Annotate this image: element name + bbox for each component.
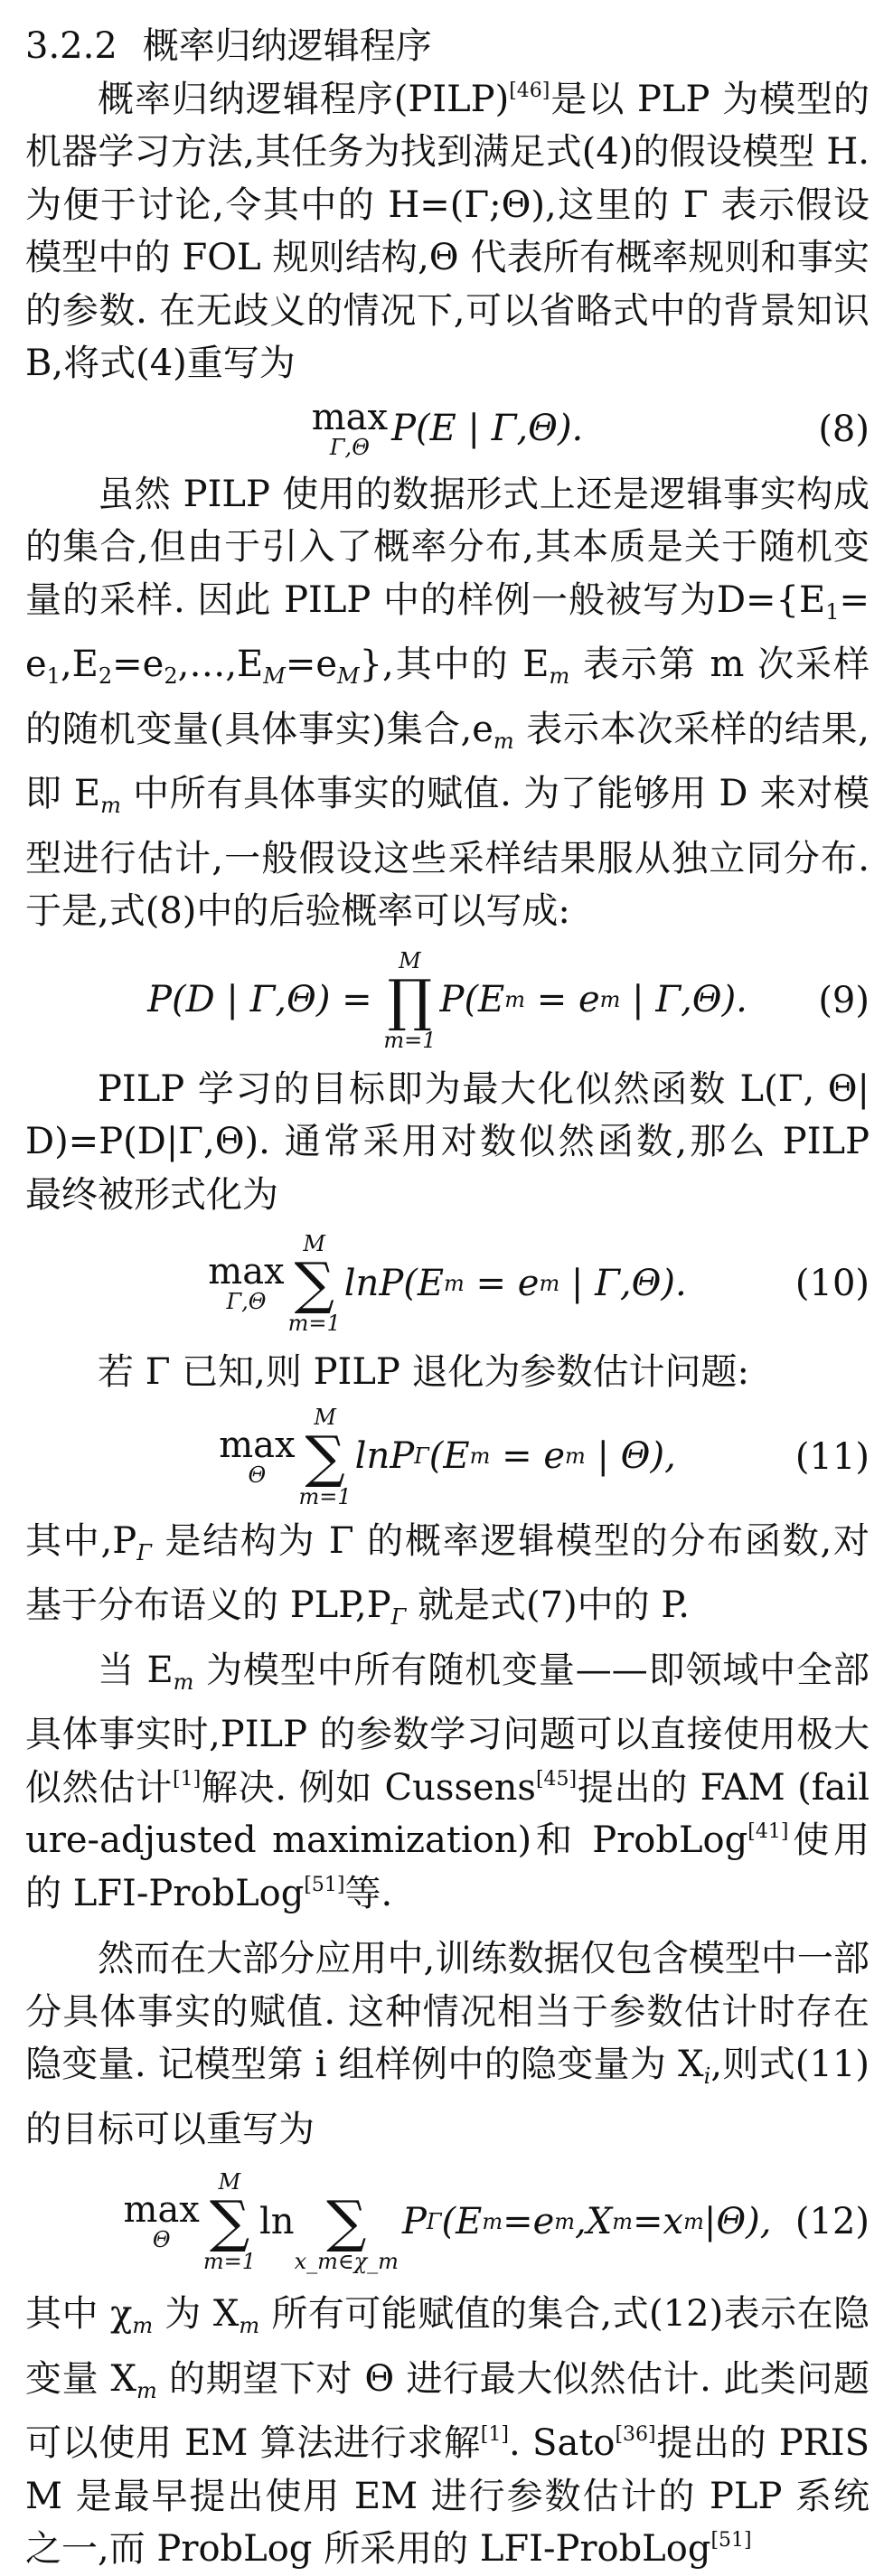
text: 表示第 m 次采样的随机变量(具体事实)集合,e: [25, 644, 870, 750]
citation: [1]: [480, 2423, 509, 2446]
text: 等.: [344, 1872, 393, 1914]
text: 其中 χ: [25, 2293, 133, 2335]
equation-body: ln: [259, 2200, 295, 2242]
subscript: m: [549, 663, 570, 689]
limit: x_m∈χ_m: [294, 2249, 399, 2274]
paragraph-2: [25, 468, 870, 938]
subscript: m: [599, 987, 621, 1013]
equation-number: (8): [818, 408, 870, 450]
limit: M: [218, 2169, 241, 2195]
subscript: 1: [825, 598, 840, 625]
equation-11: [25, 1399, 870, 1515]
subscript: 2: [98, 663, 113, 689]
text: 提出的 PRISM 是最早提出使用 EM 进行参数估计的 PLP 系统之一,而 ProbLog 所采用的 LFI-ProbLog: [25, 2422, 870, 2570]
equation-number: (10): [794, 1262, 870, 1304]
section-number: 3.2.2: [25, 25, 118, 67]
subscript: m: [132, 2313, 154, 2338]
operator: max: [208, 1251, 285, 1293]
text: 的期望下对 Θ 进行最大似然估计. 此类问题可以使用 EM 算法进行求解: [25, 2357, 870, 2464]
text: ,则式(11)的目标可以重写为: [25, 2044, 870, 2150]
subscript: Γ: [136, 1539, 152, 1565]
sum-operator: ∑: [209, 2188, 250, 2254]
subscript: i: [703, 2064, 711, 2089]
citation: [46]: [509, 79, 550, 102]
equation-body: = e: [490, 1435, 565, 1478]
text: ,…,E: [177, 644, 264, 685]
subscript: m: [100, 793, 121, 818]
equation-body: | Θ),: [585, 1435, 676, 1478]
equation-body: P(E: [439, 979, 505, 1021]
text: ,E: [60, 644, 99, 685]
limit: Θ: [248, 1462, 267, 1488]
equation-body: = e: [525, 979, 600, 1021]
equation-body: (E: [441, 2200, 483, 2242]
equation-body: lnP: [354, 1435, 415, 1478]
equation-number: (12): [794, 2200, 870, 2242]
citation: [1]: [173, 1767, 202, 1791]
equation-body: =e: [503, 2200, 555, 2242]
paragraph-1: [25, 73, 870, 390]
limit: Γ,Θ: [329, 434, 370, 460]
text: 表示本次采样的结果,即 E: [25, 708, 870, 814]
subscript: m: [504, 987, 526, 1013]
limit: Θ: [152, 2227, 171, 2252]
text: 就是式(7)中的 P.: [406, 1584, 690, 1626]
citation: [51]: [710, 2529, 752, 2552]
subscript: m: [173, 1669, 194, 1695]
equation-body: = e: [464, 1262, 540, 1304]
subscript: Γ: [390, 1604, 407, 1630]
text: 提出的 FAM (failure-adjusted maximization)和 ProbLog: [25, 1766, 870, 1861]
paragraph-3: [25, 1063, 870, 1222]
subscript: 1: [46, 663, 61, 689]
text: PILP 学习的目标即为最大化似然函数 L(Γ, Θ|D)=P(D|Γ,Θ). 通常采用对数似然函数,那么 PILP 最终被形式化为: [25, 1067, 870, 1216]
equation-number: (11): [794, 1435, 870, 1478]
equation-number: (9): [818, 979, 870, 1021]
text: 使用的 LFI-ProbLog: [25, 1819, 870, 1914]
subscript: m: [683, 2208, 704, 2234]
subscript: M: [337, 663, 360, 689]
limit: M: [399, 947, 421, 973]
text: 其中,P: [25, 1519, 137, 1562]
subscript: m: [136, 2377, 157, 2403]
text: 然而在大部分应用中,训练数据仅包含模型中一部分具体事实的赋值. 这种情况相当于参数估计时存在隐变量. 记模型第 i 组样例中的隐变量为 X: [25, 1938, 870, 2085]
subscript: m: [539, 1270, 560, 1296]
limit: M: [303, 1231, 325, 1256]
section-heading: [25, 20, 870, 73]
subscript: m: [554, 2208, 576, 2234]
subscript: m: [239, 2313, 260, 2338]
limit: m=1: [202, 2249, 257, 2274]
limit: m=1: [383, 1027, 437, 1053]
equation-body: | Γ,Θ).: [620, 979, 747, 1021]
operator: max: [219, 1424, 296, 1466]
text: 当 E: [98, 1649, 174, 1691]
paragraph-5: [25, 1515, 870, 1644]
equation-body: ,X: [575, 2200, 613, 2242]
text: 中所有具体事实的赋值. 为了能够用 D 来对模型进行估计,一般假设这些采样结果服从独立同分布. 于是,式(8)中的后验概率可以写成:: [25, 773, 870, 932]
subscript: m: [493, 728, 514, 754]
text: },其中的 E: [359, 644, 550, 685]
text: =e: [285, 644, 338, 685]
paragraph-8: [25, 2288, 870, 2576]
text: 是以 PLP 为模型的机器学习方法,其任务为找到满足式(4)的假设模型 H. 为便于讨论,令其中的 H=(Γ;Θ),这里的 Γ 表示假设模型中的 FOL 规则结构,Θ 代表所有概率规则和事实的参数. 在无歧义的情况下,可以省略式中的背景知识 B,将式(4)重写为: [25, 78, 870, 384]
subscript: m: [482, 2208, 503, 2234]
citation: [41]: [747, 1820, 789, 1843]
equation-12: [25, 2156, 870, 2288]
sum-operator: ∑: [326, 2188, 367, 2254]
equation-body: lnP(E: [343, 1262, 445, 1304]
subscript: m: [469, 1443, 491, 1470]
subscript: M: [263, 663, 286, 689]
equation-body: | Γ,Θ).: [559, 1262, 687, 1304]
limit: m=1: [287, 1311, 341, 1336]
equation-body: P(E | Γ,Θ).: [391, 408, 584, 450]
equation-lhs: P(D | Γ,Θ) =: [147, 979, 372, 1021]
text: . Sato: [508, 2422, 616, 2464]
equation-body: (E: [428, 1435, 470, 1478]
equation-body: |Θ),: [703, 2200, 772, 2242]
citation: [36]: [615, 2423, 656, 2446]
text: 为模型中所有随机变量——即领域中全部具体事实时,PILP 的参数学习问题可以直接使用极大似然估计: [25, 1649, 870, 1809]
text: 若 Γ 已知,则 PILP 退化为参数估计问题:: [98, 1351, 749, 1393]
equation-9: [25, 938, 870, 1063]
citation: [51]: [304, 1873, 345, 1896]
limit: Γ,Θ: [226, 1289, 267, 1314]
subscript: Γ: [426, 2208, 442, 2234]
paragraph-7: [25, 1932, 870, 2156]
subscript: m: [612, 2208, 634, 2234]
equation-10: [25, 1221, 870, 1346]
operator: max: [123, 2189, 200, 2231]
text: 为 X: [153, 2293, 240, 2335]
text: 概率归纳逻辑程序(PILP): [98, 78, 510, 120]
limit: m=1: [298, 1483, 352, 1509]
subscript: m: [565, 1443, 586, 1470]
operator: max: [311, 396, 389, 438]
equation-body: =x: [633, 2200, 684, 2242]
section-title: 概率归纳逻辑程序: [142, 25, 432, 67]
equation-body: P: [401, 2200, 427, 2242]
text: 解决. 例如 Cussens: [201, 1766, 536, 1809]
text: 所有可能赋值的集合,式(12)表示在隐变量 X: [25, 2293, 870, 2400]
subscript: m: [444, 1270, 465, 1296]
text: 虽然 PILP 使用的数据形式上还是逻辑事实构成的集合,但由于引入了概率分布,其本质是关于随机变量的采样. 因此 PILP 中的样例一般被写为D={E: [25, 473, 870, 621]
limit: M: [314, 1404, 336, 1430]
sum-operator: ∑: [294, 1250, 334, 1316]
sum-operator: ∑: [305, 1423, 345, 1490]
product-operator: ∏: [387, 966, 433, 1033]
paragraph-4: [25, 1346, 870, 1399]
subscript: 2: [164, 663, 178, 689]
citation: [45]: [535, 1767, 578, 1791]
text: =e: [25, 578, 870, 685]
text: 是结构为 Γ 的概率逻辑模型的分布函数,对基于分布语义的 PLP,P: [25, 1519, 870, 1626]
equation-8: [25, 390, 870, 468]
text: =e: [112, 644, 164, 685]
subscript: Γ: [414, 1443, 429, 1470]
paragraph-6: [25, 1644, 870, 1921]
